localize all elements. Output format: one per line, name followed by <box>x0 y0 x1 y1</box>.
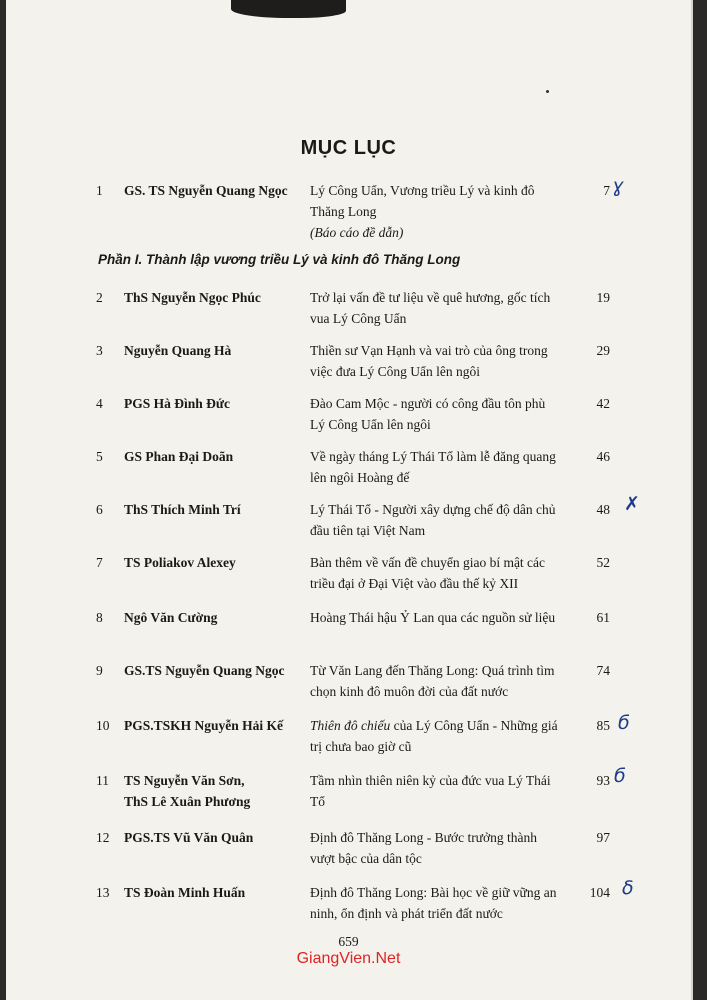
entry-author: TS Poliakov Alexey <box>124 555 236 570</box>
entry-title: Định đô Thăng Long: Bài học về giữ vững an ninh, ổn định và phát triển đất nước <box>310 885 557 921</box>
entry-author: GS. TS Nguyễn Quang Ngọc <box>124 183 288 198</box>
entry-title: Tầm nhìn thiên niên kỷ của đức vua Lý Thái Tổ <box>310 773 551 809</box>
entry-page: 19 <box>596 290 610 305</box>
entry-number: 1 <box>96 183 103 198</box>
entry-title: Định đô Thăng Long - Bước trưởng thành vượt bậc của dân tộc <box>310 830 538 866</box>
entry-title: Trở lại vấn đề tư liệu về quê hương, gốc tích vua Lý Công Uẩn <box>310 290 551 326</box>
entry-title: Lý Công Uẩn, Vương triều Lý và kinh đô Thăng Long (Báo cáo đề dẫn) <box>310 183 535 240</box>
entry-title-italic: Thiên đô chiếu <box>310 718 391 733</box>
entry-title: Từ Văn Lang đến Thăng Long: Quá trình tìm chọn kinh đô muôn đời của đất nước <box>310 663 555 699</box>
entry-number: 8 <box>96 610 103 625</box>
entry-page: 104 <box>589 885 610 900</box>
handwritten-mark: ɣ <box>612 175 624 197</box>
page-title: MỤC LỤC <box>300 137 397 159</box>
entry-number: 2 <box>96 290 103 305</box>
entry-number: 13 <box>96 885 110 900</box>
entry-number: 4 <box>96 396 103 411</box>
document-page <box>6 0 693 1000</box>
entry-number: 6 <box>96 502 103 517</box>
entry-author: PGS.TS Vũ Văn Quân <box>124 830 254 845</box>
scan-shadow <box>231 0 346 18</box>
entry-author: TS Đoàn Minh Huấn <box>124 885 246 900</box>
entry-number: 7 <box>96 555 103 570</box>
entry-page: 61 <box>596 610 610 625</box>
entry-title: Đào Cam Mộc - người có công đầu tôn phù Lý Công Uẩn lên ngôi <box>310 396 546 432</box>
entry-number: 5 <box>96 449 103 464</box>
entry-title: Lý Thái Tổ - Người xây dựng chế độ dân chủ đầu tiên tại Việt Nam <box>310 502 556 538</box>
entry-author: ThS Nguyễn Ngọc Phúc <box>124 290 261 305</box>
entry-number: 10 <box>96 718 110 733</box>
entry-title: Bàn thêm về vấn đề chuyển giao bí mật các triều đại ở Đại Việt vào đầu thế kỷ XII <box>310 555 546 591</box>
entry-author: Ngô Văn Cường <box>124 610 218 625</box>
page-number: 659 <box>338 934 359 949</box>
entry-page: 48 <box>596 502 610 517</box>
entry-number: 3 <box>96 343 103 358</box>
entry-number: 12 <box>96 830 110 845</box>
entry-page: 97 <box>596 830 610 845</box>
entry-page: 46 <box>596 449 610 464</box>
handwritten-mark: δ <box>622 877 634 899</box>
entry-author: ThS Thích Minh Trí <box>124 502 241 517</box>
speck <box>546 90 549 93</box>
entry-author: GS Phan Đại Doãn <box>124 449 234 464</box>
section-heading: Phần I. Thành lập vương triều Lý và kinh đô Thăng Long <box>98 252 461 267</box>
handwritten-mark: б <box>618 712 630 734</box>
entry-page: 74 <box>596 663 610 678</box>
entry-title: Hoàng Thái hậu Ỷ Lan qua các nguồn sử liệu <box>310 610 556 625</box>
entry-title: Về ngày tháng Lý Thái Tổ làm lễ đăng quang lên ngôi Hoàng đế <box>310 449 556 485</box>
handwritten-mark: б <box>614 765 626 787</box>
entry-page: 42 <box>596 396 610 411</box>
entry-title: Thiên đô chiếu của Lý Công Uẩn - Những giá trị chưa bao giờ cũ <box>310 718 558 754</box>
entry-note: (Báo cáo đề dẫn) <box>310 225 404 240</box>
entry-number: 11 <box>96 773 109 788</box>
entry-author: Nguyễn Quang Hà <box>124 343 232 358</box>
entry-page: 29 <box>596 343 610 358</box>
entry-author: TS Nguyễn Văn Sơn, ThS Lê Xuân Phương <box>124 773 251 809</box>
entry-title: Thiền sư Vạn Hạnh và vai trò của ông trong việc đưa Lý Công Uẩn lên ngôi <box>310 343 548 379</box>
entry-author: PGS Hà Đình Đức <box>124 396 230 411</box>
watermark: GiangVien.Net <box>296 950 401 967</box>
entry-author: PGS.TSKH Nguyễn Hải Kế <box>124 718 284 733</box>
entry-author: GS.TS Nguyễn Quang Ngọc <box>124 663 285 678</box>
entry-coauthor: ThS Lê Xuân Phương <box>124 794 251 809</box>
entry-page: 52 <box>596 555 610 570</box>
entry-page: 7 <box>603 183 610 198</box>
entry-number: 9 <box>96 663 103 678</box>
entry-page: 85 <box>596 718 610 733</box>
handwritten-mark: ✗ <box>624 493 640 515</box>
entry-page: 93 <box>596 773 610 788</box>
